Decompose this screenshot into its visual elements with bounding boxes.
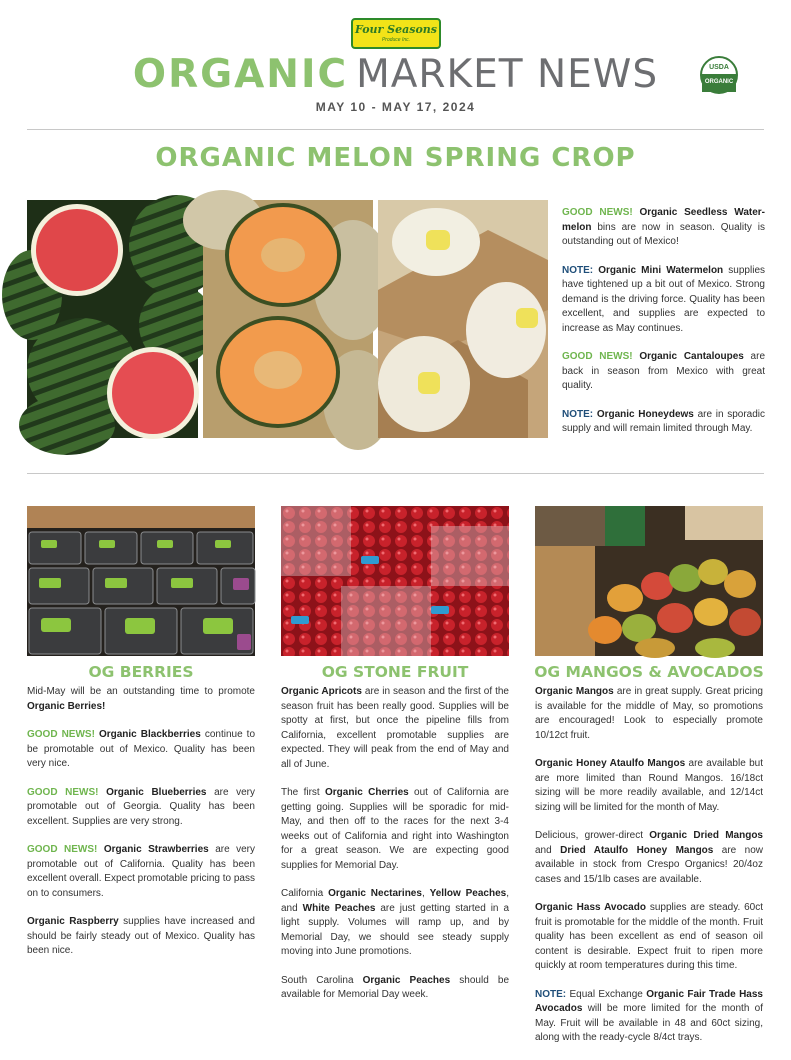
cherries-photo [281, 506, 509, 656]
good-news-label: GOOD NEWS! [27, 844, 98, 855]
product-name: Yellow Peaches [429, 888, 507, 899]
paragraph-text: are in great supply. Great pricing is available for the middle of May, so promotions are encouraged! Look to especially promote 10/12ct fruit. [535, 686, 763, 741]
product-name: Organic Cherries [325, 787, 409, 798]
paragraph-text: Delicious, grower-direct [535, 830, 650, 841]
paragraph-text: are available but are more limited than Round Mangos. 16/18ct sizing will be more readily available, and 12/14ct sizing will be limited for the month of May. [535, 758, 763, 813]
paragraph-text: California [281, 888, 329, 899]
paragraph-text: , and [281, 888, 509, 914]
melon-section-title: ORGANIC MELON SPRING CROP [155, 143, 636, 173]
paragraph-text: Equal Exchange [566, 988, 647, 1000]
watermelon-photo [27, 200, 198, 438]
product-name: Organic Fair Trade Hass Avocados [535, 988, 763, 1014]
note-label: NOTE: [535, 988, 567, 1000]
mangos-paragraph [535, 901, 763, 974]
paragraph-text: are very promotable out of California. Quality has been excellent overall. Expect promotable pricing to pass on to consumers. [27, 844, 256, 899]
four-seasons-logo [351, 18, 441, 49]
title-market-news: MARKET NEWS [356, 52, 659, 97]
product-name: Dried Ataulfo Honey Mangos [560, 844, 714, 856]
paragraph-text: Mid-May will be an outstanding time to promote [27, 686, 255, 697]
melon-paragraph [562, 206, 765, 250]
title-organic: ORGANIC [132, 52, 349, 97]
note-label: NOTE: [562, 408, 594, 420]
paragraph-text: are in season and the first of the season fruit has been really good. Supplies will be spotty at first, but once the pipeline fills from California, excellent promotable supplies are expected. They will peak from the end of May and all of June. [281, 686, 509, 770]
paragraph-text: continue to be promotable out of Mexico. Quality has been very nice. [27, 729, 256, 769]
product-name: Organic Peaches [362, 974, 451, 986]
stone-paragraph [281, 786, 509, 873]
melon-paragraph [562, 264, 765, 337]
mangos-avocados-title: OG MANGOS & AVOCADOS [534, 663, 764, 681]
paragraph-text: are just getting started in a light supply. Volumes will ramp up, and by Memorial Day, we should see steady supply moving into June promotions. [281, 902, 509, 957]
product-name: Organic Strawberries [103, 844, 209, 855]
paragraph-text: are very promotable out of Georgia. Quality has been excellent. Supplies are very strong. [27, 786, 256, 827]
berries-title: OG BERRIES [88, 663, 194, 681]
good-news-label: GOOD NEWS! [27, 786, 99, 798]
divider-top [27, 129, 764, 130]
page-title [0, 52, 791, 97]
stone-paragraph [281, 685, 509, 772]
stone-fruit-title: OG STONE FRUIT [321, 663, 469, 681]
product-name: Organic Honeydews [596, 408, 694, 420]
good-news-label: GOOD NEWS! [27, 729, 95, 740]
good-news-label: GOOD NEWS! [562, 207, 633, 218]
berries-paragraph [27, 843, 255, 901]
product-name: White Peaches [302, 902, 376, 914]
paragraph-text: will be more limited for the month of May. Fruit will be available in 48 and 60ct sizing, along with the ready-cycle 8/4ct trays. [535, 1003, 763, 1043]
paragraph-text: bins are now in season. Quality is outstanding out of Mexico! [562, 221, 765, 247]
product-name: Organic Dried Mangos [649, 830, 763, 841]
mangos-paragraph [535, 988, 763, 1046]
product-name: Organic Mini Watermelon [598, 264, 724, 276]
product-name: Organic Raspberry [27, 916, 119, 927]
product-name: Organic Apricots [281, 686, 362, 697]
good-news-label: GOOD NEWS! [562, 351, 633, 362]
berries-paragraph [27, 915, 255, 959]
honeydew-photo [378, 200, 548, 438]
note-label: NOTE: [562, 264, 594, 276]
paragraph-text: are back in season from Mexico with great quality. [562, 351, 766, 391]
berries-paragraph [27, 728, 255, 772]
paragraph-text: , [421, 888, 430, 899]
product-name: Organic Seedless Water-melon [562, 207, 766, 233]
mangos-paragraph [535, 685, 763, 743]
date-range: MAY 10 - MAY 17, 2024 [315, 100, 476, 114]
mangos-photo [535, 506, 763, 656]
product-name: Organic Nectarines [328, 888, 422, 899]
usda-seal-bottom: ORGANIC [702, 74, 736, 92]
mangos-paragraph [535, 829, 763, 887]
paragraph-text: are in sporadic supply and will remain limited through May. [562, 408, 766, 434]
product-name: Organic Mangos [535, 686, 614, 697]
cantaloupe-photo [203, 200, 373, 438]
berries-photo [27, 506, 255, 656]
product-name: Organic Cantaloupes [639, 351, 744, 362]
mangos-text [535, 685, 763, 1060]
divider-middle [27, 473, 764, 474]
stone-fruit-text [281, 685, 509, 1017]
usda-organic-seal [700, 56, 738, 94]
paragraph-text: The first [281, 787, 326, 798]
berries-text [27, 685, 255, 973]
product-name: Organic Hass Avocado [535, 902, 646, 913]
paragraph-text: supplies have increased and should be fairly steady out of Mexico. Quality has been nice. [27, 916, 255, 956]
paragraph-text: should be available for Memorial Day week. [281, 974, 510, 1000]
berries-paragraph [27, 786, 255, 830]
usda-seal-top: USDA [709, 64, 729, 71]
stone-paragraph [281, 887, 509, 960]
paragraph-text: and [535, 844, 561, 856]
melon-text [562, 206, 765, 451]
berries-paragraph [27, 685, 255, 714]
logo-name: Four Seasons [355, 23, 437, 36]
paragraph-text: are now available in stock from Crespo Organics! 20/4oz cases and 15/1lb cases are available. [535, 844, 763, 885]
paragraph-text: supplies have tightened up a bit out of Mexico. Strong demand is the driving force. Quality has been excellent, and supplies are expected to increase as May continues. [562, 264, 765, 334]
product-name: Organic Berries! [27, 700, 106, 712]
melon-paragraph [562, 408, 765, 437]
paragraph-text: out of California are getting going. Supplies will be sporadic for mid-May, and then off to the races for the next 3-4 weeks out of California and right into Washington for a great season. We are expecting good supplies for Memorial Day. [281, 787, 509, 871]
paragraph-text: South Carolina [281, 974, 363, 986]
stone-paragraph [281, 974, 509, 1003]
product-name: Organic Blackberries [98, 729, 201, 740]
mangos-paragraph [535, 757, 763, 815]
paragraph-text: supplies are steady. 60ct fruit is promotable for the middle of the month. Fruit quality has been excellent as end of season oil content is desirable. Expect fruit to ripen more quickly at room temperatures during this time. [535, 902, 764, 971]
melon-paragraph [562, 350, 765, 394]
product-name: Organic Blueberries [106, 786, 207, 798]
product-name: Organic Honey Ataulfo Mangos [535, 758, 686, 769]
logo-sub: Produce Inc. [381, 37, 411, 43]
